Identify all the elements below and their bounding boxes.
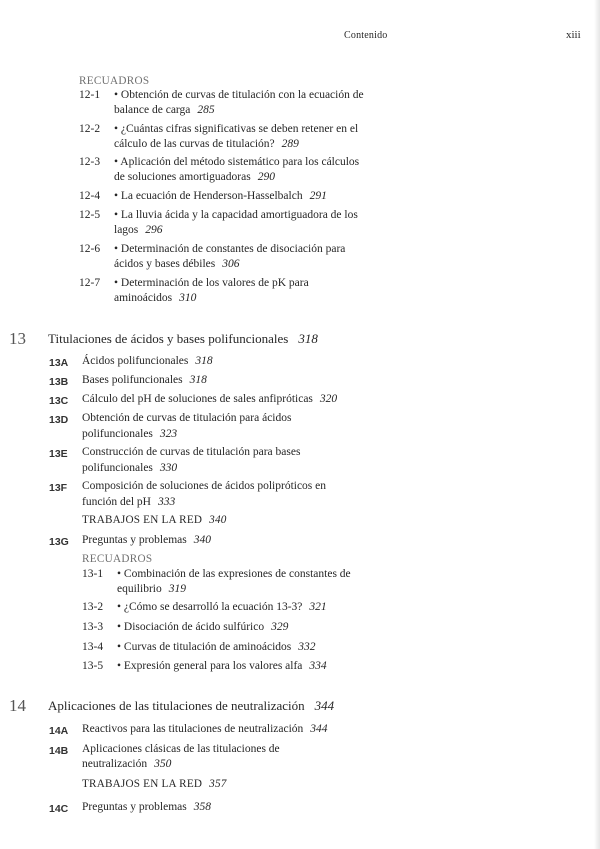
section-code: 13G: [49, 536, 69, 548]
box-item-continued: lagos 296: [114, 224, 163, 236]
box-item[interactable]: 13-3 • Disociación de ácido sulfúrico 329: [82, 621, 289, 633]
box-item[interactable]: 12-2 • ¿Cuántas cifras significativas se deben retener en el: [79, 123, 359, 135]
web-works-link[interactable]: TRABAJOS EN LA RED 357: [82, 778, 227, 790]
section-item[interactable]: Preguntas y problemas 358: [82, 801, 212, 813]
box-item[interactable]: 13-5 • Expresión general para los valores alfa 334: [82, 660, 327, 672]
section-code: 14A: [49, 725, 69, 737]
box-item[interactable]: 13-1 • Combinación de las expresiones de constantes de: [82, 568, 351, 580]
box-item-continued: equilibrio 319: [117, 583, 186, 595]
box-item-continued: de soluciones amortiguadoras 290: [114, 171, 275, 183]
box-item[interactable]: 12-1 • Obtención de curvas de titulación con la ecuación de: [79, 89, 364, 101]
section-item[interactable]: Reactivos para las titulaciones de neutralización 344: [82, 723, 328, 735]
web-works-link[interactable]: TRABAJOS EN LA RED 340: [82, 514, 227, 526]
box-item-continued: balance de carga 285: [114, 104, 215, 116]
box-item[interactable]: 12-4 • La ecuación de Henderson-Hasselbalch 291: [79, 190, 327, 202]
section-code: 13F: [49, 482, 68, 494]
section-item[interactable]: Obtención de curvas de titulación para ácidos: [82, 412, 292, 424]
chapter-title[interactable]: Aplicaciones de las titulaciones de neutralización 344: [48, 698, 335, 713]
running-header: Contenido: [344, 30, 388, 41]
section-item[interactable]: Aplicaciones clásicas de las titulaciones de: [82, 743, 280, 755]
box-item[interactable]: 12-7 • Determinación de los valores de pK para: [79, 277, 309, 289]
page-edge-shadow: [594, 0, 600, 849]
box-item[interactable]: 13-4 • Curvas de titulación de aminoácidos 332: [82, 641, 316, 653]
section-code: 13C: [49, 395, 69, 407]
box-item[interactable]: 12-3 • Aplicación del método sistemático para los cálculos: [79, 156, 360, 168]
box-item-continued: ácidos y bases débiles 306: [114, 258, 240, 270]
section-code: 14C: [49, 803, 69, 815]
boxes-heading-ch13: RECUADROS: [82, 553, 153, 565]
section-item[interactable]: Cálculo del pH de soluciones de sales anfipróticas 320: [82, 393, 338, 405]
section-item-continued: neutralización 350: [82, 758, 172, 770]
section-code: 13D: [49, 414, 69, 426]
box-item[interactable]: 12-6 • Determinación de constantes de disociación para: [79, 243, 346, 255]
section-item[interactable]: Composición de soluciones de ácidos polipróticos en: [82, 480, 327, 492]
section-item[interactable]: Ácidos polifuncionales 318: [82, 355, 213, 367]
chapter-number: 13: [9, 329, 26, 348]
section-item[interactable]: Bases polifuncionales 318: [82, 374, 207, 386]
section-code: 13A: [49, 357, 69, 369]
page-number: xiii: [566, 29, 581, 41]
boxes-heading-ch12: RECUADROS: [79, 75, 150, 87]
box-item-continued: aminoácidos 310: [114, 292, 197, 304]
box-item-continued: cálculo de las curvas de titulación? 289: [114, 138, 299, 150]
section-item-continued: polifuncionales 323: [82, 428, 178, 440]
section-code: 14B: [49, 745, 69, 757]
section-item[interactable]: Preguntas y problemas 340: [82, 534, 212, 546]
chapter-title[interactable]: Titulaciones de ácidos y bases polifuncionales 318: [48, 331, 318, 346]
section-item-continued: polifuncionales 330: [82, 462, 178, 474]
section-item-continued: función del pH 333: [82, 496, 176, 508]
section-item[interactable]: Construcción de curvas de titulación para bases: [82, 446, 301, 458]
chapter-number: 14: [9, 696, 26, 715]
section-code: 13B: [49, 376, 69, 388]
box-item[interactable]: 13-2 • ¿Cómo se desarrolló la ecuación 13-3? 321: [82, 601, 327, 613]
box-item[interactable]: 12-5 • La lluvia ácida y la capacidad amortiguadora de los: [79, 209, 358, 221]
section-code: 13E: [49, 448, 68, 460]
